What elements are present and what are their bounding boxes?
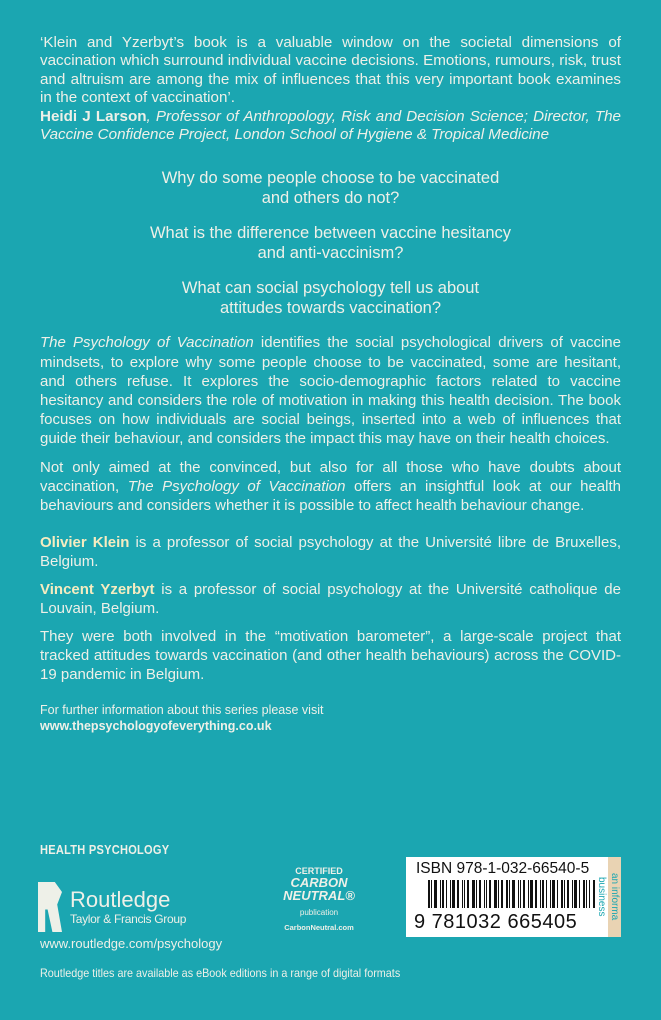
- endorsement-quote: [40, 34, 621, 144]
- barcode-bar: [546, 880, 547, 908]
- description-p2-end: offers an insightful look at our health behaviours and considers whether it is possible to affect health behaviour change.: [40, 477, 621, 515]
- main-text-flow: [40, 34, 621, 734]
- barcode-bar: [457, 880, 459, 908]
- question-1-line-1: Why do some people choose to be vaccinated: [161, 169, 500, 188]
- footer-note: Routledge titles are available as eBook editions in a range of digital formats: [40, 966, 401, 980]
- carbon-neutral-logo: [278, 866, 360, 932]
- category-label: HEALTH PSYCHOLOGY: [40, 842, 170, 857]
- barcode-bar: [509, 880, 510, 908]
- barcode-bar: [589, 880, 590, 908]
- question-2-line-2: and anti-vaccinism?: [257, 244, 404, 263]
- barcode-bar: [467, 880, 469, 908]
- barcode-bar: [440, 880, 441, 908]
- bio-yzerbyt: [40, 580, 621, 618]
- question-3: [0, 278, 661, 318]
- barcode-bar: [520, 880, 521, 908]
- description-p2-start: Not only aimed at the convinced, but also for all those who have doubts about vaccination,: [40, 458, 621, 495]
- barcode-bar: [583, 880, 585, 908]
- routledge-r-icon: [38, 882, 62, 932]
- carbon-neutral: CARBON NEUTRAL®: [283, 875, 355, 903]
- carbon-publication: publication: [299, 908, 339, 917]
- barcode-bar: [567, 880, 569, 908]
- barcode-bar: [484, 880, 485, 908]
- barcode-bar: [431, 880, 432, 908]
- series-info: [40, 702, 621, 734]
- bio-klein: [40, 533, 621, 571]
- question-2-line-1: What is the difference between vaccine hesitancy: [149, 224, 512, 243]
- barcode-bar: [501, 880, 503, 908]
- publisher-name: Routledge: [70, 887, 171, 912]
- barcode-bar: [452, 880, 455, 908]
- bio-text: is a professor of social psychology at the Université libre de Bruxelles, Belgium.: [40, 534, 621, 571]
- barcode-bar: [512, 880, 515, 908]
- barcode-bar: [486, 880, 487, 908]
- barcode-bar: [561, 880, 563, 908]
- barcode-bar: [574, 880, 577, 908]
- barcode-bar: [442, 880, 444, 908]
- barcode-bar: [464, 880, 465, 908]
- questions: [0, 168, 661, 318]
- barcode-bar: [498, 880, 499, 908]
- description-p2: [40, 458, 621, 516]
- question-1-line-2: and others do not?: [261, 189, 400, 208]
- barcode-bar: [523, 880, 525, 908]
- carbon-site: CarbonNeutral.com: [284, 923, 354, 932]
- barcode-bars: [428, 880, 598, 908]
- author-bios: [40, 533, 621, 684]
- bio-both: They were both involved in the “motivation barometer”, a large-scale project that tracked attitudes towards vaccination (and other health behaviours) across the COVID-19 pandemic in Belgium.: [40, 628, 621, 684]
- barcode-bar: [472, 880, 475, 908]
- question-2: [0, 223, 661, 263]
- book-title: The Psychology of Vaccination: [127, 477, 346, 495]
- barcode-bar: [479, 880, 481, 908]
- publisher-group: Taylor & Francis Group: [70, 912, 187, 926]
- question-1: [0, 168, 661, 208]
- series-url[interactable]: www.thepsychologyofeverything.co.uk: [40, 719, 272, 734]
- isbn-text: ISBN 978-1-032-66540-5: [416, 860, 590, 877]
- barcode-bar: [579, 880, 580, 908]
- barcode-bar: [528, 880, 529, 908]
- barcode-bar: [535, 880, 537, 908]
- series-info-text: For further information about this series please visit: [40, 703, 324, 718]
- barcode-bar: [506, 880, 508, 908]
- barcode-bar: [564, 880, 565, 908]
- book-title: The Psychology of Vaccination: [40, 334, 254, 352]
- informa-strip: an informa business: [608, 857, 621, 937]
- quote-text: ‘Klein and Yzerbyt’s book is a valuable window on the societal dimensions of vaccination which surround individual vaccine decisions. Emotions, rumours, risk, trust and altruism are among the mix of influences that this very important book examines in the context of vaccination’.: [40, 34, 621, 107]
- barcode-bar: [530, 880, 533, 908]
- barcode-bar: [428, 880, 430, 908]
- barcode-bar: [494, 880, 497, 908]
- barcode-bar: [489, 880, 491, 908]
- barcode-bar: [434, 880, 437, 908]
- barcode-bar: [476, 880, 477, 908]
- description: [40, 333, 621, 515]
- quote-author: Heidi J Larson: [40, 107, 147, 125]
- description-p1: [40, 333, 621, 448]
- carbon-certified: CERTIFIED: [295, 866, 343, 876]
- barcode-bar: [586, 880, 587, 908]
- barcode-bar: [462, 880, 463, 908]
- question-3-line-1: What can social psychology tell us about: [181, 279, 480, 298]
- author-name: Vincent Yzerbyt: [40, 581, 155, 599]
- routledge-logo: [38, 882, 186, 932]
- barcode-bar: [446, 880, 447, 908]
- barcode-bar: [552, 880, 555, 908]
- barcode-bar: [550, 880, 551, 908]
- barcode-bar: [518, 880, 519, 908]
- barcode-digits: 9 781032 665405: [414, 911, 578, 933]
- author-name: Olivier Klein: [40, 534, 130, 552]
- publisher-url[interactable]: www.routledge.com/psychology: [40, 936, 223, 951]
- bio-text: is a professor of social psychology at the Université catholique de Louvain, Belgium.: [40, 581, 621, 618]
- barcode-bar: [557, 880, 558, 908]
- description-p1-text: identifies the social psychological drivers of vaccine mindsets, to explore why some people choose to be vaccinated, some are hesitant, and others refuse. It explores the socio-demographic factors related to vaccine hesitancy and considers the role of motivation in making this health decision. The book focuses on how individuals are social beings, inserted into a web of influences that guide their behaviour, and considers the impact this may have on their health choices.: [40, 334, 621, 448]
- barcode-bar: [450, 880, 451, 908]
- barcode-bar: [572, 880, 573, 908]
- quote-affiliation: , Professor of Anthropology, Risk and Decision Science; Director, The Vaccine Confidence Project, London School of Hygiene & Tropical Medicine: [40, 107, 621, 144]
- question-3-line-2: attitudes towards vaccination?: [219, 299, 442, 318]
- isbn-barcode: [406, 857, 621, 937]
- barcode-bar: [540, 880, 541, 908]
- barcode-bar: [542, 880, 544, 908]
